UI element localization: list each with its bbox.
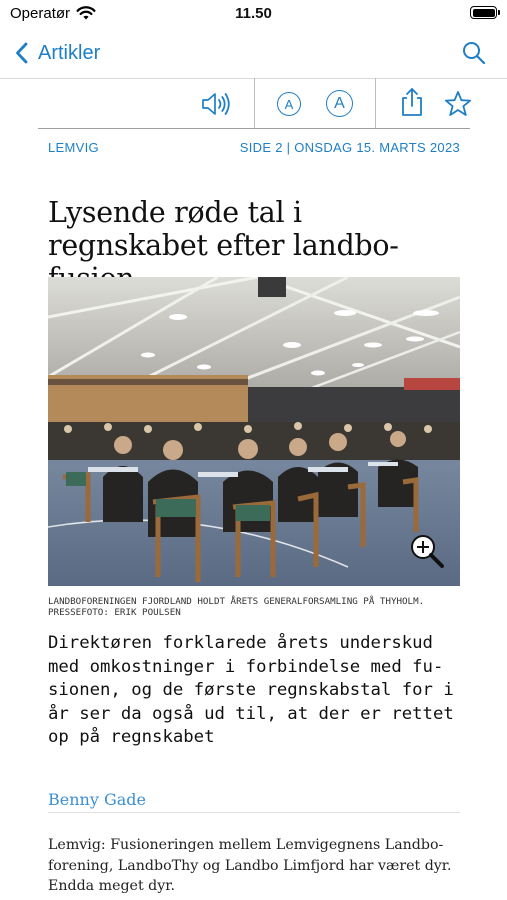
star-icon[interactable] — [443, 89, 473, 119]
article-headline: Lysende røde tal i regnskabet efter landbo- — [48, 196, 399, 262]
article-body: Lemvig: Fusioneringen mellem Lemvigegnens Landbo-forening, LandboThy og Landbo Limfjord har været dyr. Endda meget dyr. — [48, 837, 452, 894]
photo-caption: LANDBOFORENINGEN FJORDLAND HOLDT ÅRETS GENERALFORSAMLING PÅ THYHOLM. PRESSEFOTO: ERIK POULSEN — [48, 596, 425, 618]
back-button-label: Artikler — [38, 41, 101, 64]
author-link[interactable]: Benny Gade — [48, 790, 146, 809]
back-button[interactable] — [14, 39, 100, 67]
navigation-bar — [0, 28, 507, 79]
article-photo[interactable] — [48, 277, 460, 586]
status-bar — [0, 0, 507, 28]
photo-illustration — [48, 277, 460, 586]
battery-icon — [470, 6, 497, 19]
clock: 11.50 — [235, 5, 272, 22]
chevron-left-icon — [14, 41, 30, 65]
article-toolbar — [38, 78, 470, 129]
increase-font-button[interactable]: A — [326, 90, 353, 117]
article-lead: Direktøren forklarede årets underskud med omkostninger i forbindelse med fu-sionen, og de første regnskabstal for i år ser da også ud til, at der er rettet op på regnskabet — [48, 633, 454, 747]
search-icon[interactable] — [461, 40, 487, 66]
speaker-icon[interactable] — [200, 89, 230, 119]
decrease-font-button[interactable]: A — [277, 92, 301, 116]
zoom-in-icon[interactable] — [406, 530, 446, 570]
author-divider — [48, 812, 460, 813]
page-date-label: SIDE 2 | ONSDAG 15. MARTS 2023 — [239, 140, 460, 155]
section-label: LEMVIG — [48, 140, 99, 155]
share-icon[interactable] — [397, 87, 427, 117]
article-meta — [48, 140, 460, 155]
carrier-label: Operatør — [10, 5, 71, 22]
